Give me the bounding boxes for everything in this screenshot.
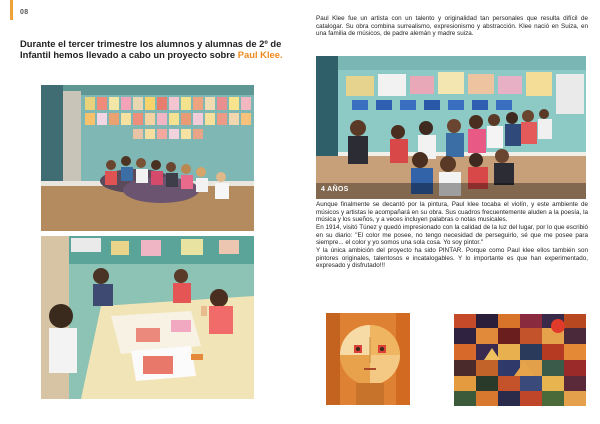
page-number: 08 (20, 9, 29, 16)
photo-classroom-group (41, 85, 254, 231)
page-accent-bar (10, 0, 13, 20)
photo-classroom-group-image (41, 85, 254, 231)
painting-senecio (326, 313, 410, 405)
bio-paragraph: Paul Klee fue un artista con un talento y originalidad tan personales que resulta difícil de catalogar. Su obra combina surrealismo, expresionismo y abstracción. Klee nació en Suiza, en una familia de músicos, de padre alemán y madre suiza. (316, 15, 588, 38)
body-paragraph-2: En 1914, visitó Túnez y quedó impresionado con la calidad de la luz del lugar, por lo que escribió en su diario: "El color me posee, no tengo necesidad de perseguirlo, sé que me posee para siempre... el color y yo somos una sola cosa. Yo soy pintor." (316, 224, 588, 247)
photo-painting-table-image (41, 236, 254, 399)
photo-caption-4-anos: 4 AÑOS (321, 186, 349, 193)
body-paragraph-1: Aunque finalmente se decantó por la pintura, Paul klee tocaba el violín, y este ambiente de músicos y artistas le acompañará en su obra. Sus cuadros frecuentemente aluden a la poesía, la música y los sueños, y a veces incluyen palabras o notas musicales. (316, 201, 588, 224)
intro-text: Durante el tercer trimestre los alumnos y alumnas de 2º de Infantil hemos llevado a cabo un proyecto sobre (20, 38, 282, 61)
photo-4-anos-class (316, 56, 586, 199)
painting-senecio-image (326, 313, 410, 405)
painting-castle-and-sun-image (454, 314, 586, 406)
intro-paragraph (20, 38, 288, 61)
intro-highlight: Paul Klee. (237, 49, 283, 61)
painting-castle-and-sun (454, 314, 586, 406)
photo-4-anos-class-image (316, 56, 586, 199)
body-text (316, 201, 588, 270)
body-paragraph-3: Y la única ambición del proyecto ha sido PINTAR. Porque como Paul klee ellos también son pintores originales, talentosos e incatalogables. Y lo importante es que han experimentado, expresado y disfrutado!!! (316, 247, 588, 270)
photo-painting-table (41, 236, 254, 399)
